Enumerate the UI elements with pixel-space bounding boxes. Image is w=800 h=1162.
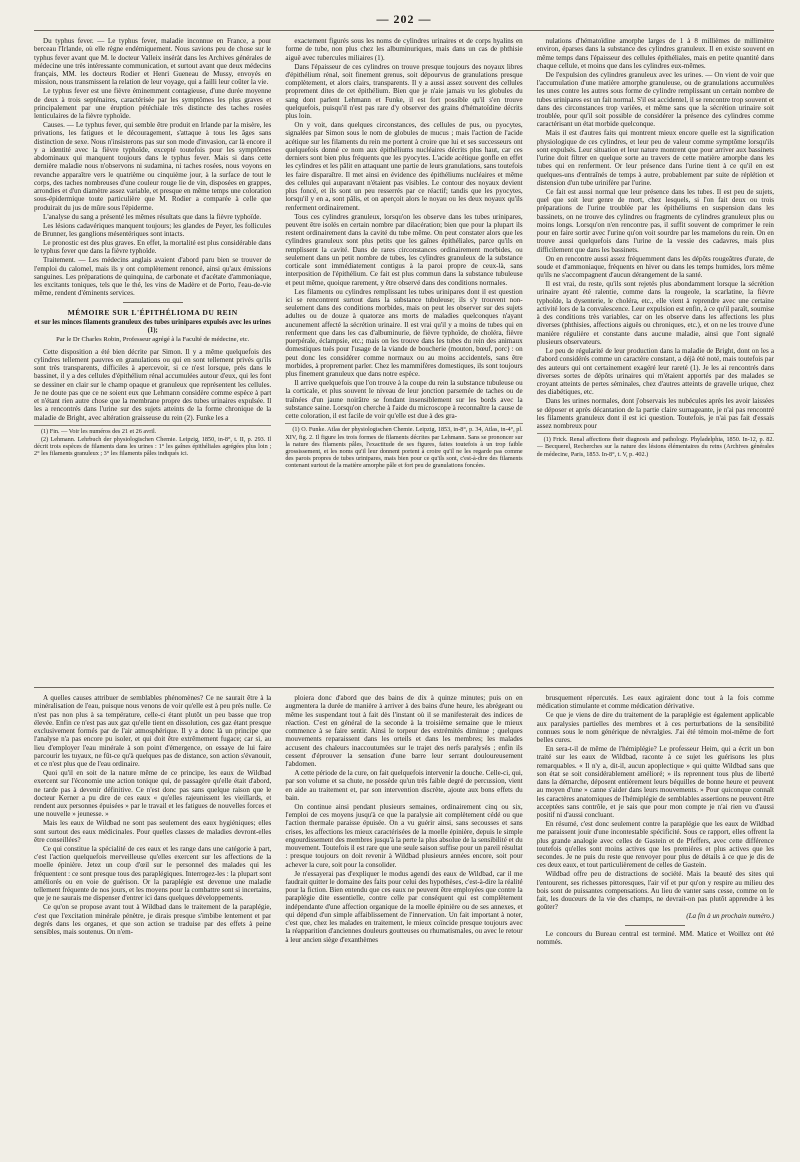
- paragraph: A cette période de la cure, on fait quelquefois intervenir la douche. Celle-ci, qui, par son volume et sa chute, ne possède qu'un très faible degré de percussion, vient en aide au traitement et, par son intervention discrète, ajoute aux bons effets du bain.: [285, 769, 523, 802]
- paragraph: L'analyse du sang a présenté les mêmes résultats que dans la fièvre typhoïde.: [43, 212, 262, 221]
- paragraph: Mais les eaux de Wildbad ne sont pas seulement des eaux hygiéniques; elles sont surtout des eaux médicinales. Pour quelles classes de maladies devront-elles être conseillées?: [34, 819, 272, 844]
- article-author: Par le Dr Charles Robin, Professeur agrégé à la Faculté de médecine, etc.: [56, 336, 250, 344]
- paragraph: Il est vrai, du reste, qu'ils sont rejetés plus abondamment lorsque la sécrétion urinaire ayant été ralentie, comme dans la rougeole, la scarlatine, la fièvre typhoïde, la dysenterie, le choléra, etc., elle vient à reprendre avec une certaine activité lors de la convalescence. Leur expulsion est enfin, à ce qu'il paraît, soumise à des conditions très variables, car on les observe dans les affections les plus diverses (phthisies, affections aiguës ou chroniques, etc.), et on ne les trouve d'une manière régulière et constante dans aucune maladie, ainsi que l'ont signalé plusieurs observateurs.: [536, 280, 774, 346]
- paragraph: Tous ces cylindres granuleux, lorsqu'on les observe dans les tubes urinipares, peuvent être isolés en certain nombre par dilacération; bien que pour la plupart ils restent ordinairement dans la cavité du tube même. On peut constater alors que les cylindres granuleux sont plus petits que les gaînes épithéliales, parce qu'ils en remplissent la cavité. Dans de rares circonstances ordinairement morbides, ou seulement dans un petit nombre de tubes, les cylindres granuleux de la substance corticale sont immédiatement contigus à la paroi propre de ceux-là, sans interposition de l'épithélium. Ce fait est plus commun dans la substance tubuleuse et peut même, quoique rarement, y être observé dans des conditions normales.: [285, 212, 523, 287]
- paragraph: Dans les urines normales, dont j'observais les nubécules après les avoir laissées se déposer et après décantation de la partie claire surnageante, je n'ai pas rencontré les filaments granuleux dont il est ici question. Toutefois, je n'ai pas fait d'essais assez nombreux pour: [536, 397, 774, 431]
- section-divider: [625, 925, 685, 926]
- paragraph: Le pronostic est des plus graves. En effet, la mortalité est plus considérable dans le typhus fever que dans la fièvre typhoïde.: [34, 238, 272, 256]
- article-subtitle: et sur les minces filaments granuleux des tubes urinipares expulsés avec les urines (1);: [34, 318, 271, 335]
- paragraph: En sera-t-il de même de l'hémiplégie? Le professeur Heim, qui a écrit un bon traité sur les eaux de Wildbad, raconte à ce sujet les guérisons les plus remarquables. « Il n'y a, dit-il, aucun apoplectique » qui quitte Wildbad sans que son état se soit considérablement amélioré; » ils reprennent tous plus de liberté dans la démarche, déposent entièrement leurs béquilles de bonne heure et peuvent au moyen d'une » canne s'aider dans leurs mouvements. » Pour quiconque connaît les caractères anatomiques de l'hémiplégie de semblables assertions ne peuvent être acceptées sans contrôle, et je sais que pour mon compte je n'ai rien vu d'aussi positif ni d'aussi concluant.: [536, 745, 774, 820]
- middle-rule: [34, 687, 774, 688]
- paragraph: Wildbad offre peu de distractions de société. Mais la beauté des sites qui l'entourent, ses richesses pittoresques, l'air vif et pur qu'on y respire au milieu des bois sont de puissantes compensations. Au lieu de vanter sans cesse, comme on le fait, les douceurs de la vie des champs, ne devrait-on pas plutôt apprendre à les goûter?: [536, 870, 774, 912]
- top-column-2: [285, 37, 522, 682]
- paragraph: Causes. — Le typhus fever, qui semble être produit en Irlande par la misère, les privations, les fatigues et le découragement, s'attaque à tous les âges sans distinction de sexe. Nous n'insisterons pas sur son mode d'invasion, car là encore il y a identité avec la fièvre typhoïde, excepté toutefois pour les symptômes abdominaux qui manquent toujours dans le typhus fever. Mais si dans cette dernière maladie nous n'observons ni sudamina, ni taches rosées, nous voyons en revanche apparaître vers le quatrième ou cinquième jour, à la surface de tout le corps, des taches nombreuses d'une couleur rouge lie de vin, disposées en grappes, arrondies et d'un diamètre assez variable, et presque en même temps une coloration sous-épidermique toute particulière que M. Rodier a comparée à celle que produirait du jus de mûre sous l'épiderme.: [34, 121, 272, 212]
- paragraph: Ce que je viens de dire du traitement de la paraplégie est également applicable aux paralysies partielles des membres et à ces perturbations de la sensibilité connues sous le nom générique de névralgies. J'ai été témoin moi-même de fort belles cures.: [536, 711, 774, 745]
- paragraph: A quelles causes attribuer de semblables phénomènes? Ce ne saurait être à la minéralisation de l'eau, puisque nous venons de voir qu'elle est à peu près nulle. Ce n'est pas non plus à sa température, celle-ci étant plutôt un peu basse que trop élevée. Enfin ce n'est pas aux gaz qu'elle tient en dissolution, ces gaz étant presque exclusivement formés par de l'air atmosphérique. Il y a donc là un principe que l'analyse n'a pas encore pu isoler, et qui doit être extrêmement fugace; car si, au lieu d'employer l'eau minérale à son point d'émergence, on essaye de lui faire parcourir les tuyaux, ne fût-ce qu'à quelques pas de distance, son action s'évanouit, et ce n'est plus que de l'eau ordinaire.: [34, 694, 272, 768]
- paragraph: Les filaments ou cylindres remplissant les tubes urinipares dont il est question ici se rencontrent surtout dans la substance tubuleuse; ils s'y trouvent non-seulement dans des conditions morbides, mais on peut les observer sur des sujets adultes ou de douze à quatorze ans morts de maladies quelconques n'ayant aucunement affecté la sécrétion urinaire. Il est vrai qu'il y a moins de tubes qui en renferment que dans les cas d'albuminurie, de fièvre typhoïde, de choléra, fièvre puerpérale, éclampsie, etc.; mais on les trouve dans les tubes du rein des animaux domestiques tués pour l'usage de la viande de boucherie (mouton, bœuf, porc) : on peut donc les considérer comme normaux ou au moins accidentels, sans être morbides, à proprement parler. Chez les mammifères domestiques, ils sont toujours plus finement granuleux que dans notre espèce.: [285, 287, 523, 379]
- top-column-1: [34, 37, 271, 682]
- paragraph: Ce fait est aussi normal que leur présence dans les tubes. Il est peu de sujets, quel que soit leur genre de mort, chez lesquels, si l'on fait deux ou trois préparations de l'urine troublée par les épithéliums en suspension dans les bassinets, on ne trouve des cylindres ou fragments de cylindres granuleux plus ou moins longs. Lorsqu'on n'en rencontre pas, il suffit souvent de comprimer le rein pour en faire sortir avec l'urine qu'on voit sourdre par les mamelons du rein. On en trouve aussi quelquefois dans l'urine de la vessie des cadavres, mais plus difficilement que dans les bassinets.: [536, 187, 774, 254]
- paragraph: nulations d'hématoïdine amorphe larges de 1 à 8 millièmes de millimètre environ, éparses dans la substance des cylindres granuleux. Il en existe souvent en même temps dans l'épaisseur des cellules épithéliales, mais en petite quantité dans chaque cellule, et moins que dans les cylindres eux-mêmes.: [536, 37, 774, 70]
- footnotes: [537, 433, 774, 457]
- paragraph: On continue ainsi pendant plusieurs semaines, ordinairement cinq ou six, l'emploi de ces moyens jusqu'à ce que la paralysie ait complètement cédé ou que l'action thermale paraisse épuisée. On a vu guérir ainsi, sans secousses et sans crises, les affections les mieux caractérisées de la moelle épinière, depuis le simple engourdissement des membres jusqu'à la perte la plus absolue de la sensibilité et du mouvement. Toutefois il est rare que une seule saison suffise pour un pareil résultat : presque toujours on doit revenir à Wildbad plusieurs années encore, soit pour achever la cure, soit pour la consolider.: [285, 802, 523, 869]
- paragraph: Cette disposition a été bien décrite par Simon. Il y a même quelquefois des cylindres tellement pauvres en granulations ou qui en sont tellement privés qu'ils sont très transparents, difficiles à apercevoir, si ce n'est lorsque, près dans le bassinet, il y a des cellules d'épithélium rénal accumulées autour d'eux, qui les font se dessiner en clair sur le champ opaque et granuleux que représentent les cellules. Je ne doute pas que ce ne soient eux que Lehmann considère comme espèce à part et n'étant rien autre chose que la membrane propre des tubes urinaires expulsée. Il les a rencontrés dans l'urine sur des sujets atteints de la forme chronique de la maladie de Bright, avec altération graisseuse du rein (2). Funke les a: [34, 347, 272, 422]
- paragraph: On y voit, dans quelques circonstances, des cellules de pus, ou pyocytes, signalées par Simon sous le nom de globules de mucus ; mais l'action de l'acide acétique sur les filaments du rein me portent à croire que lui et ses successeurs ont quelquefois donné ce nom aux épithéliums nucléaires décrits plus haut, car ces derniers sont bien plus fréquents que les pyocytes. L'acide acétique gonfle en effet les cylindres et les pâlit en attaquant une partie de leurs granulations, sans toutefois les faire disparaître. Il met ainsi en évidence des épithéliums nucléaires et même des cellules qui auparavant n'étaient pas visibles. Le contour des noyaux devient plus foncé, et ils sont un peu resserrés par ce réactif; tandis que les pyocytes, lorsqu'il y en a, sont pâlis, et on aperçoit alors le noyau ou les deux noyaux qu'ils renferment ordinairement.: [285, 121, 523, 212]
- paragraph: Je n'essayerai pas d'expliquer le modus agendi des eaux de Wildbad, car il me faudrait quitter le domaine des faits pour celui des hypothèses, c'est-à-dire la réalité pour la fiction. Bien entendu que ces eaux ne peuvent être employées que contre la paraplégie dite essentielle, contre celle par conséquent qui est complètement indépendante d'une affection organique de la moelle épinière ou de ses annexes, et qui dépend d'un simple affaiblissement de l'innervation. Un fait important à noter, c'est que, chez les malades en traitement, le mieux coïncide presque toujours avec la réapparition d'anciennes douleurs goutteuses ou rhumatismales, ou avec le retour à leur ancien siège d'exanthèmes: [285, 869, 523, 944]
- paragraph: On en rencontre aussi assez fréquemment dans les dépôts rougeâtres d'urate, de soude et d'ammoniaque, fréquents en hiver ou dans les temps humides, lors même qu'ils ne s'accompagnent d'aucun dérangement de la santé.: [536, 254, 774, 280]
- bottom-column-1: [34, 694, 271, 1156]
- footnote: (2) Lehmann. Lehrbuch der physiologischen Chemie. Leipzig, 1850, in-8°, t. II, p. 293. Il décrit trois espèces de filaments dans les urines : 1° les gaînes épithéliales agrégées plus loin ; 2° les filaments granuleux ; 3° les filaments pâles indiqués ici.: [34, 435, 272, 457]
- continuation-note: (La fin à un prochain numéro.): [686, 912, 774, 921]
- footnotes: [34, 425, 271, 457]
- paragraph: Le typhus fever est une fièvre éminemment contagieuse, d'une durée moyenne de deux à trois septénaires, caractérisée par les symptômes les plus graves et principalement par une éruption pétéchiale très distincte des taches rosées lenticulaires de la fièvre typhoïde.: [34, 87, 272, 121]
- bottom-column-3: [537, 694, 774, 1156]
- paragraph: Ce qu'on se propose avant tout à Wildbad dans le traitement de la paraplégie, c'est que l'excitation minérale pénètre, je dirais presque s'imbibe lentement et par degrés dans les organes, et que son action se traduise par des effets à peine sensibles, mais soutenus. On n'em-: [34, 903, 272, 937]
- paragraph: Les lésions cadavériques manquent toujours; les glandes de Peyer, les follicules de Brunner, les ganglions mésentériques sont intacts.: [34, 221, 272, 238]
- header-rule: [34, 30, 774, 31]
- paragraph: brusquement répercutés. Les eaux agiraient donc tout à la fois comme médication stimulante et comme médication dérivative.: [536, 694, 774, 711]
- paragraph: Dans l'épaisseur de ces cylindres on trouve presque toujours des noyaux libres d'épithélium rénal, soit finement grenus, soit dépourvus de granulations presque complètement, et alors clairs, transparents. Il y a aussi assez souvent des cellules proprement dites de cet épithélium. Bien que je n'aie jamais vu les globules du sang dont parlent Lehmann et Funke, il est fort possible qu'il s'en trouve quelquefois, puisqu'il n'est pas rare d'y observer des grains d'hématoïdine décrits plus loin.: [285, 62, 523, 121]
- paragraph: En résumé, c'est donc seulement contre la paraplégie que les eaux de Wildbad me paraissent jouir d'une incontestable spécificité. Sous ce rapport, elles offrent la plus grande analogie avec celles de Gastein et de Pfeffers, avec cette différence toutefois qu'elles sont moins actives que les premières et plus actives que les secondes. Je ne puis du reste que renvoyer pour plus de détails à ce que je dis de ces deux eaux, et tout particulièrement de celles de Gastein.: [536, 820, 774, 870]
- bottom-column-2: [285, 694, 522, 1156]
- footnote: (1) Fin. — Voir les numéros des 21 et 26 avril.: [41, 427, 157, 435]
- paragraph: Traitement. — Les médecins anglais avaient d'abord paru bien se trouver de l'emploi du calomel, mais ils y ont complètement renoncé, ainsi qu'aux émissions sanguines. Les préparations de quinquina, de carbonate et d'acétate d'ammoniaque, les excitants toniques, tels que le thé, les vins de Madère et de Porto, l'eau-de-vie même, rendent d'éminents services.: [34, 256, 272, 298]
- paragraph: Le concours du Bureau central est terminé. MM. Matice et Woillez ont été nommés.: [536, 929, 774, 946]
- top-section: [34, 37, 774, 682]
- paragraph: De l'expulsion des cylindres granuleux avec les urines. — On vient de voir que l'accumulation d'une matière amorphe granuleuse, ou de granulations accumulées les unes contre les autres sous forme de cylindre remplissant un certain nombre de tubes urinipares est un fait normal. S'il est accidentel, il se rencontre trop souvent et dans des circonstances trop variées, et même sans que la sécrétion urinaire soit troublée, pour qu'il soit possible de considérer la présence des cylindres comme caractérisant un état morbide quelconque.: [536, 70, 774, 129]
- paragraph: Le peu de régularité de leur production dans la maladie de Bright, dont on les a d'abord considérés comme un caractère constant, a déjà été noté, mais toutefois par des auteurs qui ont certainement exagéré leur rareté (1). Je les ai rencontrés dans diverses sortes de dépôts urinaires qui m'étaient apportés par des malades se croyant atteints de pertes séminales, chez d'autres atteints de gravelle urique, chez des diabétiques, etc.: [536, 347, 774, 397]
- top-column-3: [537, 37, 774, 682]
- article-title: MÉMOIRE SUR L'ÉPITHÉLIOMA DU REIN: [67, 307, 238, 317]
- paragraph: Du typhus fever. — Le typhus fever, maladie inconnue en France, a pour berceau l'Irlande, où elle règne endémiquement. Nous savions peu de chose sur le typhus fever avant que M. le docteur Valleix inséràt dans les Archives générales de médecine une très intéressante communication, et surtout avant que deux médecins français, MM. les docteurs Rodier et Henri Gueneau de Mussy, envoyés en mission, nous transmissent la relation de leur voyage, qui a failli leur coûter la vie.: [34, 37, 272, 87]
- footnote: (1) Frick. Renal affections their diagnosis and pathology. Phyladelphia, 1850. In-12, p. 82. — Becquerel, Recherches sur la nature des lésions élémentaires du reins (Archives générales de médecine, Paris, 1853. In-8°, t. V, p. 402.): [536, 436, 774, 458]
- paragraph: Quoi qu'il en soit de la nature même de ce principe, les eaux de Wildbad exercent sur l'économie une action tonique qui, de passagère qu'elle était d'abord, ne tarde pas à devenir définitive. Ce n'est donc pas sans quelque raison que le docteur Kerner a pu dire de ces eaux « qu'elles rajeunissent les vieillards, et rendent aux personnes épuisées » par le travail et les fatigues de nouvelles forces et une nouvelle » jeunesse. »: [34, 769, 272, 819]
- paragraph: exactement figurés sous les noms de cylindres urinaires et de corps hyalins en forme de tube, non plus chez les albuminuriques, mais dans un cas de phthisie aiguë avec tubercules miliaires (1).: [285, 37, 523, 62]
- paragraph: Il arrive quelquefois que l'on trouve à la coupe du rein la substance tubuleuse ou la corticale, et plus souvent le niveau de leur jonction parsemée de taches ou de traînées d'un jaune noirâtre se fondant insensiblement sur les bords avec la substance saine. Lorsqu'on cherche à l'aide du microscope à reconnaître la cause de cette coloration, il est facile de voir qu'elle est due à des gra-: [285, 379, 523, 421]
- footnotes: [285, 423, 522, 469]
- footnote: (1) O. Funke. Atlas der physiologischen Chemie. Leipzig, 1853, in-8°, p. 34, Atlas, in-4°, pl. XIV, fig. 2. Il figure les trois formes de filaments décrites par Lehmann. Sans se prononcer sur la nature des filaments pâles, l'exactitude de ses figures, faites toutefois à un trop faible grossissement, et les noms qu'il leur donnent portent à croire qu'il ne les regarde pas comme des parois propres de tubes urinipares, mais bien pour ce qu'ils sont, c'est-à-dire des filaments contenant surtout de la matière amorphe pâle et fort peu de granulations foncées.: [285, 426, 523, 469]
- paragraph: Ce qui constitue la spécialité de ces eaux et les range dans une catégorie à part, c'est l'action quelquefois merveilleuse qu'elles exercent sur les affections de la moelle épinière. Jetez un coup d'œil sur le personnel des malades qui les fréquentent : ce sont presque tous des paraplégiques. Interrogez-les : la plupart sont améliorés ou en voie de guérison. Or la paraplégie est devenue une maladie tellement fréquente de nos jours, et les moyens pour la combattre sont si incertains, que je ne saurais me dispenser d'entrer ici dans quelques développements.: [34, 844, 272, 903]
- section-divider: [123, 302, 183, 303]
- page-number: — 202 —: [376, 12, 432, 26]
- paragraph: ploiera donc d'abord que des bains de dix à quinze minutes; puis on en augmentera la durée de manière à arriver à des bains d'une heure, les abrégeant ou même les suspendant tout à fait dès l'instant où il se manifesterait des indices de réaction. C'est en général de la seconde à la troisième semaine que le mieux commence à se faire sentir. Ainsi le torpeur des extrémités diminue ; quelques mouvements reparaissent dans les orteils et dans les membres; les malades accusent des chaleurs inaccoutumées sur le trajet des nerfs paralysés ; enfin ils cessent d'éprouver la sensation d'une barre leur serrant douloureusement l'abdomen.: [285, 694, 523, 768]
- bottom-section: [34, 694, 774, 1156]
- paragraph: Mais il est d'autres faits qui montrent mieux encore quelle est la signification physiologique de ces cylindres, et leur peu de valeur comme symptôme lorsqu'ils sont expulsés. Leur situation et leur nature montrent que pour arriver aux bassinets l'urine doit filtrer en quelque sorte au travers de cette matière amorphe dans les tubes qui en renferment. Or leur présence dans l'urine tient à ce qu'il en est quelques-uns d'entraînés de temps à autre, probablement par suite de réplétion et distension d'un tube urinifère par l'urine.: [536, 129, 774, 187]
